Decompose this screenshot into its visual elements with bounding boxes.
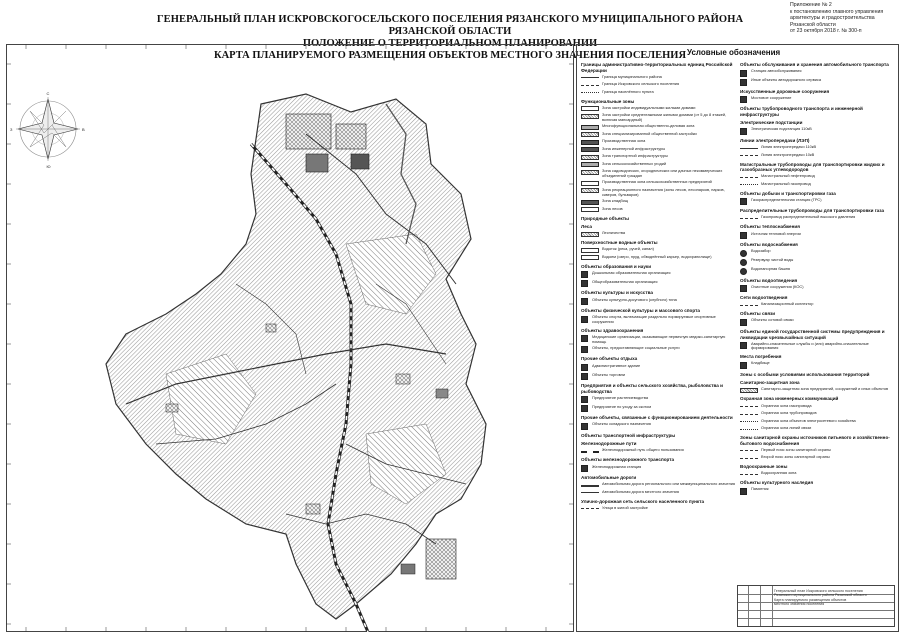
legend-item (581, 482, 737, 488)
legend-symbol-box (581, 255, 599, 260)
title-line-1: ГЕНЕРАЛЬНЫЙ ПЛАН ИСКРОВСКОГОСЕЛЬСКОГО ПОСЕЛЕНИЯ РЯЗАНСКОГО МУНИЦИПАЛЬНОГО РАЙОНА РЯЗАНСКОЙ ОБЛАСТИ (156, 14, 744, 37)
legend-symbol-hatch (581, 132, 599, 137)
legend-category: Электрические подстанции (740, 120, 803, 126)
legend-symbol-icon (581, 396, 588, 403)
legend-item-label: Газопровод распределительный высокого давления (761, 214, 856, 220)
legend-symbol-line-dash (740, 175, 758, 178)
legend-item-label: Газораспределительная станция (ГРС) (751, 196, 822, 202)
legend-item (740, 127, 896, 135)
compass-label-s: Ю (46, 164, 51, 169)
legend-item-label: Водоток (река, ручей, канал) (602, 246, 654, 252)
legend-category: Магистральные трубопроводы для транспортировки жидких и газообразных углеводородов (740, 161, 885, 173)
legend-category: Прочие объекты, связанные с функционированием деятельности (581, 415, 733, 421)
legend-item (581, 298, 737, 306)
legend-item (740, 426, 896, 432)
legend-category: Сети водоотведения (740, 295, 788, 301)
legend-item (581, 154, 737, 160)
legend-category: Водоохранные зоны (740, 464, 788, 470)
legend-item (740, 249, 896, 257)
legend-category: Объекты водоотведения (740, 277, 798, 283)
legend-symbol-rail (581, 449, 599, 453)
legend-item (740, 145, 896, 151)
legend-symbol-line-dot (740, 182, 758, 185)
title-line-2: ПОЛОЖЕНИЕ О ТЕРРИТОРИАЛЬНОМ ПЛАНИРОВАНИИ (302, 38, 598, 49)
legend-symbol-icon (581, 346, 588, 353)
legend-symbol-line-dash (740, 412, 758, 415)
legend-symbol-hatch (581, 114, 599, 119)
legend-item (581, 315, 737, 325)
legend-item-label: Предприятие по уходу за скотом (592, 403, 652, 409)
legend-item-label: Линия электропередачи 10кВ (761, 151, 815, 157)
wind-rose (10, 91, 85, 169)
compass-label-w: З (10, 127, 13, 132)
legend-category: Объекты трубопроводного транспорта и инженерной инфраструктуры (740, 106, 863, 117)
legend-item-label: Автомобильная дорога местного значения (602, 488, 679, 494)
legend-symbol-line-solid (581, 490, 599, 493)
legend-symbol-icon (740, 232, 747, 239)
legend-category: Искусственные дорожные сооружения (740, 88, 830, 94)
legend-panel (576, 44, 899, 632)
legend-item-label: Лесничества (602, 230, 626, 236)
legend-category: Поверхностные водные объекты (581, 240, 658, 246)
legend-symbol-line-dash (740, 303, 758, 306)
legend-item-label: Зона садоводческих, огороднических или дачных некоммерческих объединений граждан (602, 168, 723, 179)
legend-symbol-line-solid (581, 75, 599, 78)
legend-item (740, 361, 896, 369)
legend-symbol-icon (740, 198, 747, 205)
legend-category: Объекты культуры и искусства (581, 290, 653, 296)
legend-item-label: Производственная зона сельскохозяйственных предприятий (602, 179, 712, 185)
legend-symbol-thick (581, 483, 599, 487)
legend-item (581, 255, 737, 261)
legend-symbol-line-dot (740, 419, 758, 422)
legend-item (581, 82, 737, 88)
legend-item (581, 147, 737, 153)
legend-category: Железнодорожные пути (581, 441, 637, 447)
legend-item (581, 124, 737, 130)
legend-symbol-dark (581, 140, 599, 145)
legend-category: Природные объекты (581, 215, 629, 221)
legend-category: Зоны санитарной охраны источников питьевого и хозяйственно-бытового водоснабжения (740, 435, 890, 446)
legend-item (581, 207, 737, 213)
legend-symbol-hatch (581, 155, 599, 160)
legend-category: Улично-дорожная сеть сельского населенного пункта (581, 498, 705, 504)
legend-left-column (581, 59, 737, 512)
legend-symbol-line-dash (740, 404, 758, 407)
legend-symbol-icon (581, 298, 588, 305)
legend-symbol-circle (740, 250, 747, 257)
legend-item-label: Зона рекреационного назначения (зоны лесов, лесопарков, парков, скверов, бульваров) (602, 186, 725, 197)
legend-item-label: Водозабор (751, 248, 771, 254)
legend-category: Объекты добычи и транспортировки газа (740, 190, 836, 196)
legend-item-label: Первый пояс зоны санитарной охраны (761, 446, 831, 452)
legend-item (581, 280, 737, 288)
legend-item-label: Резервуар чистой воды (751, 257, 794, 263)
legend-symbol-icon (581, 335, 588, 342)
legend-item-label: Предприятие растениеводства (592, 394, 649, 400)
legend-item (581, 169, 737, 179)
legend-symbol-box (581, 207, 599, 212)
legend-item-label: Охранная зона линий связи (761, 425, 812, 431)
legend-category: Линии электропередачи (ЛЭП) (740, 137, 810, 143)
legend-category: Объекты водоснабжения (740, 242, 798, 248)
legend-item (581, 90, 737, 96)
legend-item (740, 285, 896, 293)
legend-item (581, 373, 737, 381)
legend-item-label: Источник тепловой энергии (751, 230, 801, 236)
legend-item-label: Очистные сооружения (КОС) (751, 283, 804, 289)
legend-item-label: Производственная зона (602, 138, 646, 144)
legend-item-label: Кладбище (751, 360, 770, 366)
legend-symbol-circle (740, 259, 747, 266)
legend-category: Объекты железнодорожного транспорта (581, 457, 675, 463)
legend-item-label: Санитарно-защитная зона предприятий, сооружений и иных объектов (761, 386, 889, 392)
legend-item (581, 465, 737, 473)
legend-item (581, 106, 737, 112)
legend-symbol-dark (581, 200, 599, 205)
legend-item-label: Охранная зона трубопроводов (761, 410, 817, 416)
legend-item-label: Общеобразовательная организация (592, 278, 658, 284)
legend-item (581, 113, 737, 123)
legend-symbol-icon (740, 128, 747, 135)
legend-item (581, 396, 737, 404)
legend-symbol-hatch (581, 188, 599, 193)
legend-symbol-mid (581, 125, 599, 130)
legend-category: Леса (581, 224, 592, 230)
legend-symbol-line-dot (740, 427, 758, 430)
legend-category: Зоны с особыми условиями использования территорий (740, 371, 870, 377)
legend-item-label: Улица в жилой застройке (602, 504, 648, 510)
legend-item (581, 364, 737, 372)
legend-item (581, 162, 737, 168)
legend-symbol-line-dash (740, 153, 758, 156)
legend-item (740, 302, 896, 308)
legend-category: Объекты связи (740, 311, 776, 317)
legend-item-label: Железнодорожный путь общего пользования (602, 447, 684, 453)
legend-right-column (740, 59, 896, 495)
legend-item-label: Электрическая подстанция 110кВ (751, 126, 812, 132)
legend-symbol-box (581, 106, 599, 111)
legend-symbol-line-dash (581, 83, 599, 86)
legend-item-label: Объекты культурно-досугового (клубного) типа (592, 296, 677, 302)
title-block-line: местного значения поселения (774, 602, 825, 607)
legend-item (740, 215, 896, 221)
legend-item-label: Водоохранная зона (761, 470, 797, 476)
approval-stamp (790, 2, 902, 35)
legend-item-label: Объекты сотовой связи (751, 317, 794, 323)
title-block-text (774, 589, 890, 607)
legend-item-label: Охранная зона газопровода (761, 402, 812, 408)
legend-symbol-line-dash (740, 456, 758, 459)
legend-category: Автомобильные дороги (581, 475, 637, 481)
legend-item (581, 75, 737, 81)
legend-item-label: Зона транспортной инфраструктуры (602, 153, 668, 159)
legend-item (740, 232, 896, 240)
legend-item-label: Административное здание (592, 362, 641, 368)
legend-symbol-box (581, 181, 599, 186)
legend-symbol-icon (581, 465, 588, 472)
legend-symbol-line-dash (740, 472, 758, 475)
legend-category: Прочие объекты отдыха (581, 356, 638, 362)
legend-item-label: Станция автообслуживания (751, 68, 802, 74)
legend-category: Объекты транспортной инфраструктуры (581, 432, 676, 438)
legend-category: Объекты обслуживания и хранения автомобильного транспорта (740, 62, 889, 67)
title-block (737, 585, 895, 627)
legend-item-label: Зона сельскохозяйственных угодий (602, 160, 667, 166)
legend-symbol-box (581, 248, 599, 253)
legend-category: Распределительные трубопроводы для транспортировки газа (740, 208, 885, 214)
legend-item (740, 198, 896, 206)
legend-item (581, 506, 737, 512)
legend-item (740, 153, 896, 159)
legend-item-label: Зона специализированной общественной застройки (602, 130, 697, 136)
legend-item-label: Дошкольная образовательная организация (592, 269, 671, 275)
legend-symbol-icon (581, 405, 588, 412)
legend-item-label: Граница населённого пункта (602, 88, 654, 94)
legend-item (740, 387, 896, 393)
legend-item (581, 346, 737, 354)
legend-item (581, 180, 737, 186)
legend-symbol-line-dash (740, 448, 758, 451)
legend-category: Объекты единой государственной системы предупреждения и ликвидации чрезвычайных ситуаций (740, 328, 885, 340)
legend-item-label: Памятник (751, 486, 769, 492)
legend-item (740, 411, 896, 417)
legend-item-label: Граница Искровского сельского поселения (602, 81, 680, 87)
legend-item (581, 335, 737, 345)
legend-symbol-icon (740, 488, 747, 495)
legend-item-label: Зона кладбищ (602, 198, 628, 204)
legend-item-label: Граница муниципального района (602, 73, 662, 79)
approval-stamp-line: от 23 октября 2018 г. № 300-п (790, 28, 862, 35)
legend-item (581, 405, 737, 413)
legend-item-label: Водоем (озеро, пруд, обводнённый карьер, водохранилище) (602, 253, 712, 259)
legend-symbol-icon (740, 362, 747, 369)
legend-item (581, 188, 737, 198)
legend-symbol-icon (740, 342, 747, 349)
legend-item (581, 231, 737, 237)
legend-category: Объекты физической культуры и массового спорта (581, 308, 700, 314)
legend-symbol-mid (581, 162, 599, 167)
legend-symbol-icon (581, 373, 588, 380)
legend-item (740, 404, 896, 410)
legend-symbol-icon (740, 79, 747, 86)
legend-symbol-dark (581, 147, 599, 152)
legend-symbol-line-dash (581, 506, 599, 509)
legend-symbol-icon (581, 423, 588, 430)
legend-item-label: Зона застройки среднеэтажными жилыми домами (от 5 до 8 этажей, включая мансардный) (602, 112, 727, 123)
legend-category: Объекты теплоснабжения (740, 224, 800, 230)
legend-title: Условные обозначения (687, 48, 781, 57)
legend-item-label: Объекты складского назначения (592, 421, 651, 427)
legend-symbol-icon (581, 364, 588, 371)
legend-item (740, 419, 896, 425)
legend-item-label: Зона застройки индивидуальными жилыми домами (602, 104, 696, 110)
legend-item (740, 448, 896, 454)
legend-category: Санитарно-защитная зона (740, 380, 800, 386)
legend-item (581, 247, 737, 253)
legend-item-label: Железнодорожная станция (592, 463, 642, 469)
legend-category: Границы административно-территориальных единиц Российской Федерации (581, 62, 733, 73)
legend-symbol-circle (740, 268, 747, 275)
legend-item-label: Объекты, предоставляющие социальные услуги (592, 344, 680, 350)
legend-item-label: Объекты торговли (592, 371, 626, 377)
legend-item (740, 96, 896, 104)
legend-item (740, 258, 896, 266)
legend-symbol-icon (581, 316, 588, 323)
title-block-line: Карта планируемого размещения объектов (774, 597, 847, 602)
approval-stamp-line: Рязанской области (790, 21, 836, 28)
legend-symbol-line-dot (581, 90, 599, 93)
legend-item-label: Зона лесов (602, 205, 623, 211)
approval-stamp-line: Приложение № 2 (790, 2, 832, 8)
legend-item-label: Зона инженерной инфраструктуры (602, 145, 666, 151)
legend-item (581, 422, 737, 430)
legend-item-label: Иные объекты автодорожного сервиса (751, 77, 822, 83)
legend-item-label: Охранная зона объектов электросетевого хозяйства (761, 417, 856, 423)
legend-item (740, 318, 896, 326)
legend-item-label: Объекты спорта, включающие раздельно нормируемые спортивные сооружения (592, 314, 716, 324)
legend-item (581, 490, 737, 496)
legend-symbol-hatch (740, 388, 758, 393)
legend-symbol-icon (581, 271, 588, 278)
title-block-line: Генеральный план Искровского сельского поселения (774, 589, 863, 593)
legend-item (581, 139, 737, 145)
legend-category: Объекты здравоохранения (581, 327, 644, 333)
legend-symbol-icon (740, 70, 747, 77)
legend-symbol-hatch (581, 170, 599, 175)
legend-item (740, 174, 896, 180)
legend-item (740, 471, 896, 477)
legend-item-label: Линия электропередачи 110кВ (761, 144, 817, 150)
legend-item-label: Водонапорная башня (751, 266, 791, 272)
legend-item-label: Второй пояс зоны санитарной охраны (761, 454, 830, 460)
approval-stamp-line: к постановлению главного управления (790, 8, 884, 15)
legend-item (740, 455, 896, 461)
legend-item (581, 199, 737, 205)
legend-symbol-line-dash (740, 216, 758, 219)
legend-item-label: Аварийно-спасательные службы и (или) аварийно-спасательные формирования (751, 340, 869, 351)
title-block-line: Рязанского муниципального района Рязанской области (774, 593, 867, 598)
legend-symbol-icon (581, 280, 588, 287)
legend-item (740, 487, 896, 495)
legend-item-label: Многофункциональная общественно-деловая зона (602, 123, 695, 129)
legend-category: Объекты культурного наследия (740, 480, 814, 486)
compass-label-n: С (46, 91, 50, 96)
legend-item-label: Магистральный газопровод (761, 180, 811, 186)
legend-category: Места погребения (740, 354, 782, 360)
legend-item (740, 69, 896, 77)
legend-item (740, 182, 896, 188)
legend-category: Предприятия и объекты сельского хозяйства, рыболовства и рыбоводства (581, 383, 723, 394)
legend-category: Охранная зона инженерных коммуникаций (740, 396, 839, 402)
legend-item (740, 78, 896, 86)
legend-item-label: Медицинские организации, оказывающие первичную медико-санитарную помощь (592, 333, 726, 344)
legend-symbol-icon (740, 319, 747, 326)
legend-item-label: Магистральный нефтепровод (761, 173, 815, 179)
map-canvas[interactable] (6, 44, 574, 632)
title-line-3: КАРТА ПЛАНИРУЕМОГО РАЗМЕЩЕНИЯ ОБЪЕКТОВ МЕСТНОГО ЗНАЧЕНИЯ ПОСЕЛЕНИЯ (213, 50, 687, 61)
compass-label-e: В (82, 127, 85, 132)
legend-symbol-hatch (581, 232, 599, 237)
legend-item (581, 132, 737, 138)
legend-category: Объекты образования и науки (581, 263, 652, 269)
legend-item (740, 342, 896, 352)
legend-item-label: Канализационный коллектор (761, 301, 814, 307)
legend-symbol-line-solid (740, 146, 758, 149)
legend-item (581, 271, 737, 279)
legend-item-label: Мостовое сооружение (751, 94, 792, 100)
legend-item (581, 448, 737, 454)
legend-symbol-icon (740, 285, 747, 292)
legend-symbol-icon (740, 96, 747, 103)
legend-category: Функциональные зоны (581, 98, 635, 104)
legend-item-label: Автомобильная дорога регионального или межмуниципального значения (602, 481, 736, 487)
legend-item (740, 267, 896, 275)
approval-stamp-line: архитектуры и градостроительства (790, 15, 875, 22)
